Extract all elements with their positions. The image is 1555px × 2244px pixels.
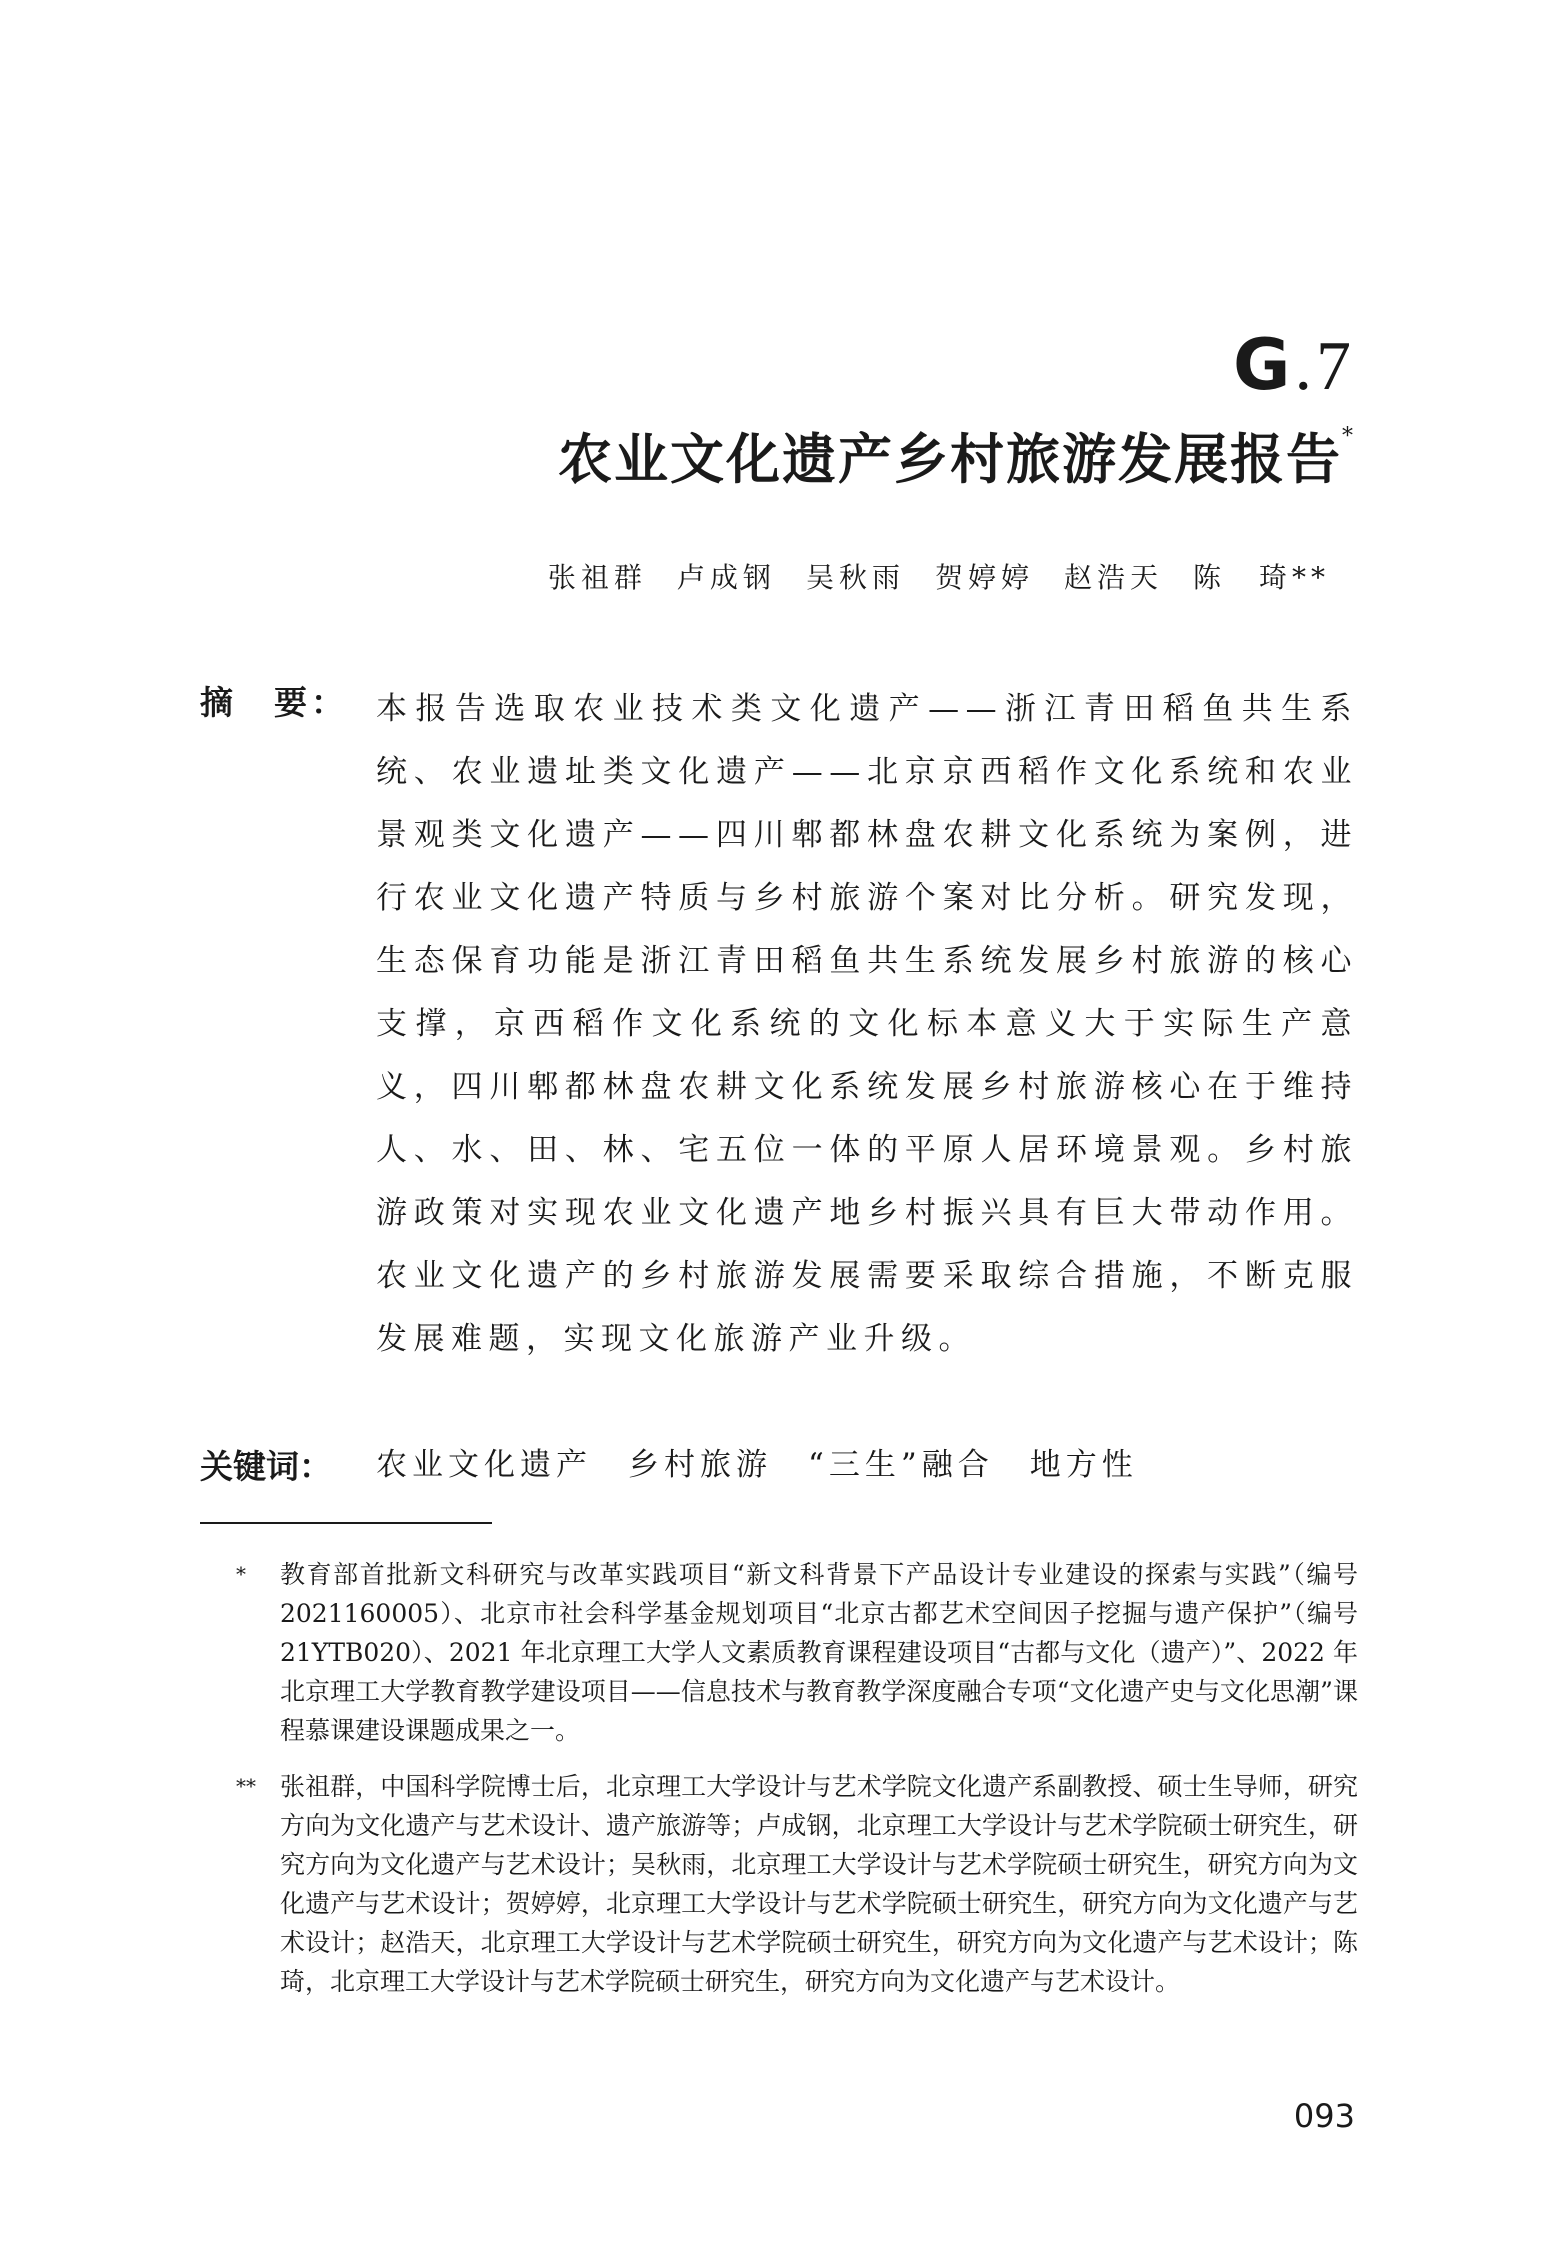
keyword-list: [376, 1447, 1174, 1483]
title-footnote-marker: *: [1342, 424, 1355, 449]
author-name: 吴秋雨: [805, 561, 905, 594]
author-name: 赵浩天: [1063, 561, 1163, 594]
chapter-number: [1233, 324, 1355, 406]
footnote-text: 教育部首批新文科研究与改革实践项目“新文科背景下产品设计专业建设的探索与实践”（编号 2021160005）、北京市社会科学基金规划项目“北京古都艺术空间因子挖掘与遗产保护”（编号 21YTB020）、2021 年北京理工大学人文素质教育课程建设项目“古都与文化（遗产）”、2022 年北京理工大学教育教学建设项目——信息技术与教育教学深度融合专项“文化遗产史与文化思潮”课程慕课建设课题成果之一。: [280, 1560, 1358, 1745]
page-number: 093: [1293, 2097, 1355, 2135]
keyword: “三生”融合: [808, 1447, 994, 1483]
keyword: 农业文化遗产: [376, 1447, 592, 1483]
footnote-marker: *: [236, 1562, 246, 1586]
author-name: 卢成钢: [676, 561, 776, 594]
keyword: 乡村旅游: [628, 1447, 772, 1483]
abstract-text: 本报告选取农业技术类文化遗产——浙江青田稻鱼共生系统、农业遗址类文化遗产——北京京西稻作文化系统和农业景观类文化遗产——四川郫都林盘农耕文化系统为案例，进行农业文化遗产特质与乡村旅游个案对比分析。研究发现，生态保育功能是浙江青田稻鱼共生系统发展乡村旅游的核心支撑，京西稻作文化系统的文化标本意义大于实际生产意义，四川郫都林盘农耕文化系统发展乡村旅游核心在于维持人、水、田、林、宅五位一体的平原人居环境景观。乡村旅游政策对实现农业文化遗产地乡村振兴具有巨大带动作用。农业文化遗产的乡村旅游发展需要采取综合措施，不断克服发展难题，实现文化旅游产业升级。: [376, 691, 1358, 1357]
keyword: 地方性: [1029, 1447, 1138, 1483]
footnote-marker: **: [236, 1774, 256, 1798]
author-name: 张祖群: [547, 561, 647, 594]
page-title: [558, 424, 1355, 491]
footnote-authors: [236, 1767, 1358, 2001]
chapter-letter: G: [1233, 324, 1295, 406]
title-text: 农业文化遗产乡村旅游发展报告: [558, 427, 1342, 491]
keywords-label: 关键词：: [200, 1447, 332, 1486]
footnote-funding: [236, 1555, 1358, 1750]
footnote-divider: [200, 1522, 492, 1524]
author-list: [547, 561, 1330, 594]
author-name: 贺婷婷: [934, 561, 1034, 594]
author-name: 陈 琦**: [1192, 561, 1330, 594]
abstract-label: 摘 要：: [200, 683, 348, 722]
chapter-index: .7: [1294, 328, 1355, 405]
footnote-text: 张祖群，中国科学院博士后，北京理工大学设计与艺术学院文化遗产系副教授、硕士生导师，研究方向为文化遗产与艺术设计、遗产旅游等；卢成钢，北京理工大学设计与艺术学院硕士研究生，研究方向为文化遗产与艺术设计；吴秋雨，北京理工大学设计与艺术学院硕士研究生，研究方向为文化遗产与艺术设计；贺婷婷，北京理工大学设计与艺术学院硕士研究生，研究方向为文化遗产与艺术设计；赵浩天，北京理工大学设计与艺术学院硕士研究生，研究方向为文化遗产与艺术设计；陈琦，北京理工大学设计与艺术学院硕士研究生，研究方向为文化遗产与艺术设计。: [280, 1772, 1358, 1996]
